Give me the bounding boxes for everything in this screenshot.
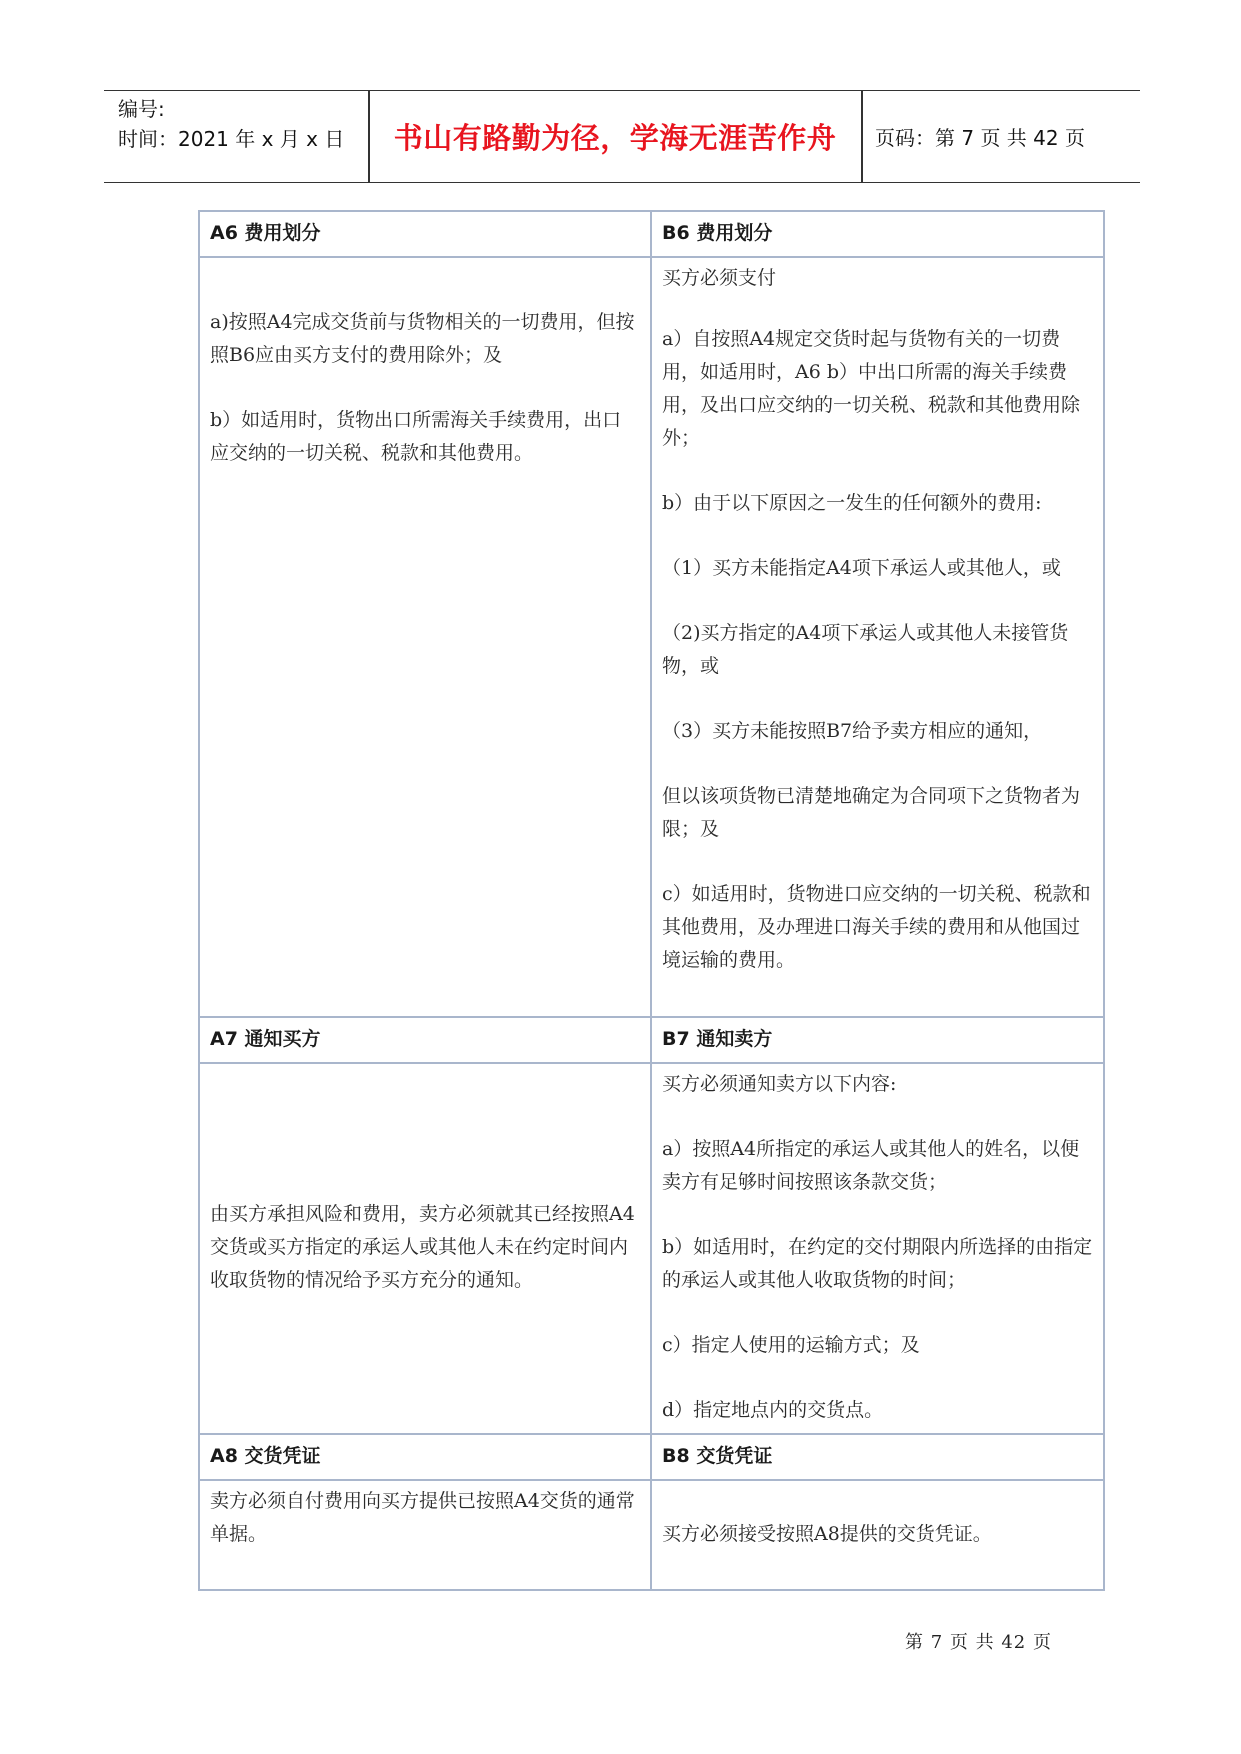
seller-clause-title: A6 费用划分 — [199, 211, 651, 257]
clause-paragraph: b）如适用时，在约定的交付期限内所选择的由指定的承运人或其他人收取货物的时间； — [662, 1236, 1093, 1291]
buyer-clause-body — [651, 257, 1104, 1017]
buyer-clause-title: B8 交货凭证 — [651, 1434, 1104, 1480]
seller-clause-title: A7 通知买方 — [199, 1017, 651, 1063]
clause-paragraph: （1）买方未能指定A4项下承运人或其他人，或 — [662, 557, 1061, 579]
seller-clause-body — [199, 257, 651, 1017]
clause-paragraph: 由买方承担风险和费用，卖方必须就其已经按照A4交货或买方指定的承运人或其他人未在约定时间内收取货物的情况给予买方充分的通知。 — [210, 1203, 635, 1291]
section-header-row — [199, 211, 1104, 257]
section-body-row — [199, 257, 1104, 1017]
clause-paragraph: 但以该项货物已清楚地确定为合同项下之货物者为限；及 — [662, 785, 1081, 840]
buyer-clause-body — [651, 1063, 1104, 1434]
buyer-clause-title: B6 费用划分 — [651, 211, 1104, 257]
clause-paragraph: b）由于以下原因之一发生的任何额外的费用: — [662, 492, 1042, 514]
clause-paragraph: 卖方必须自付费用向买方提供已按照A4交货的通常单据。 — [210, 1490, 635, 1545]
header-divider — [861, 91, 863, 182]
clause-paragraph: a）自按照A4规定交货时起与货物有关的一切费用，如适用时，A6 b）中出口所需的海关手续费用，及出口应交纳的一切关税、税款和其他费用除外； — [662, 328, 1081, 449]
page-footer: 第 7 页 共 42 页 — [905, 1632, 1052, 1653]
clause-paragraph: （3）买方未能按照B7给予卖方相应的通知， — [662, 720, 1043, 742]
clause-paragraph: a）按照A4所指定的承运人或其他人的姓名，以便卖方有足够时间按照该条款交货； — [662, 1138, 1080, 1193]
page-header — [104, 90, 1140, 183]
header-motto: 书山有路勤为径，学海无涯苦作舟 — [393, 120, 837, 155]
clause-paragraph: 买方必须接受按照A8提供的交货凭证。 — [662, 1522, 992, 1545]
clause-paragraph: d）指定地点内的交货点。 — [662, 1399, 884, 1421]
header-page-info: 页码：第 7 页 共 42 页 — [875, 125, 1085, 150]
document-meta — [118, 94, 344, 154]
time-label: 时间：2021 年 x 月 x 日 — [118, 127, 345, 151]
clause-paragraph: a)按照A4完成交货前与货物相关的一切费用，但按照B6应由买方支付的费用除外；及 — [210, 311, 635, 366]
section-body-row — [199, 1063, 1104, 1434]
section-body-row — [199, 1480, 1104, 1590]
buyer-clause-body — [651, 1480, 1104, 1590]
clause-paragraph: 买方必须支付 — [662, 267, 777, 289]
clause-paragraph: （2)买方指定的A4项下承运人或其他人未接管货物，或 — [662, 622, 1069, 677]
clause-paragraph: b）如适用时，货物出口所需海关手续费用，出口应交纳的一切关税、税款和其他费用。 — [210, 409, 622, 464]
clause-paragraph: c）如适用时，货物进口应交纳的一切关税、税款和其他费用，及办理进口海关手续的费用和从他国过境运输的费用。 — [662, 883, 1091, 971]
number-label: 编号: — [118, 97, 165, 121]
section-header-row — [199, 1017, 1104, 1063]
clause-paragraph: c）指定人使用的运输方式；及 — [662, 1334, 920, 1356]
seller-clause-body — [199, 1480, 651, 1590]
section-header-row — [199, 1434, 1104, 1480]
buyer-clause-title: B7 通知卖方 — [651, 1017, 1104, 1063]
seller-clause-body — [199, 1063, 651, 1434]
terms-table — [198, 210, 1105, 1591]
seller-clause-title: A8 交货凭证 — [199, 1434, 651, 1480]
clause-paragraph: 买方必须通知卖方以下内容: — [662, 1073, 897, 1095]
